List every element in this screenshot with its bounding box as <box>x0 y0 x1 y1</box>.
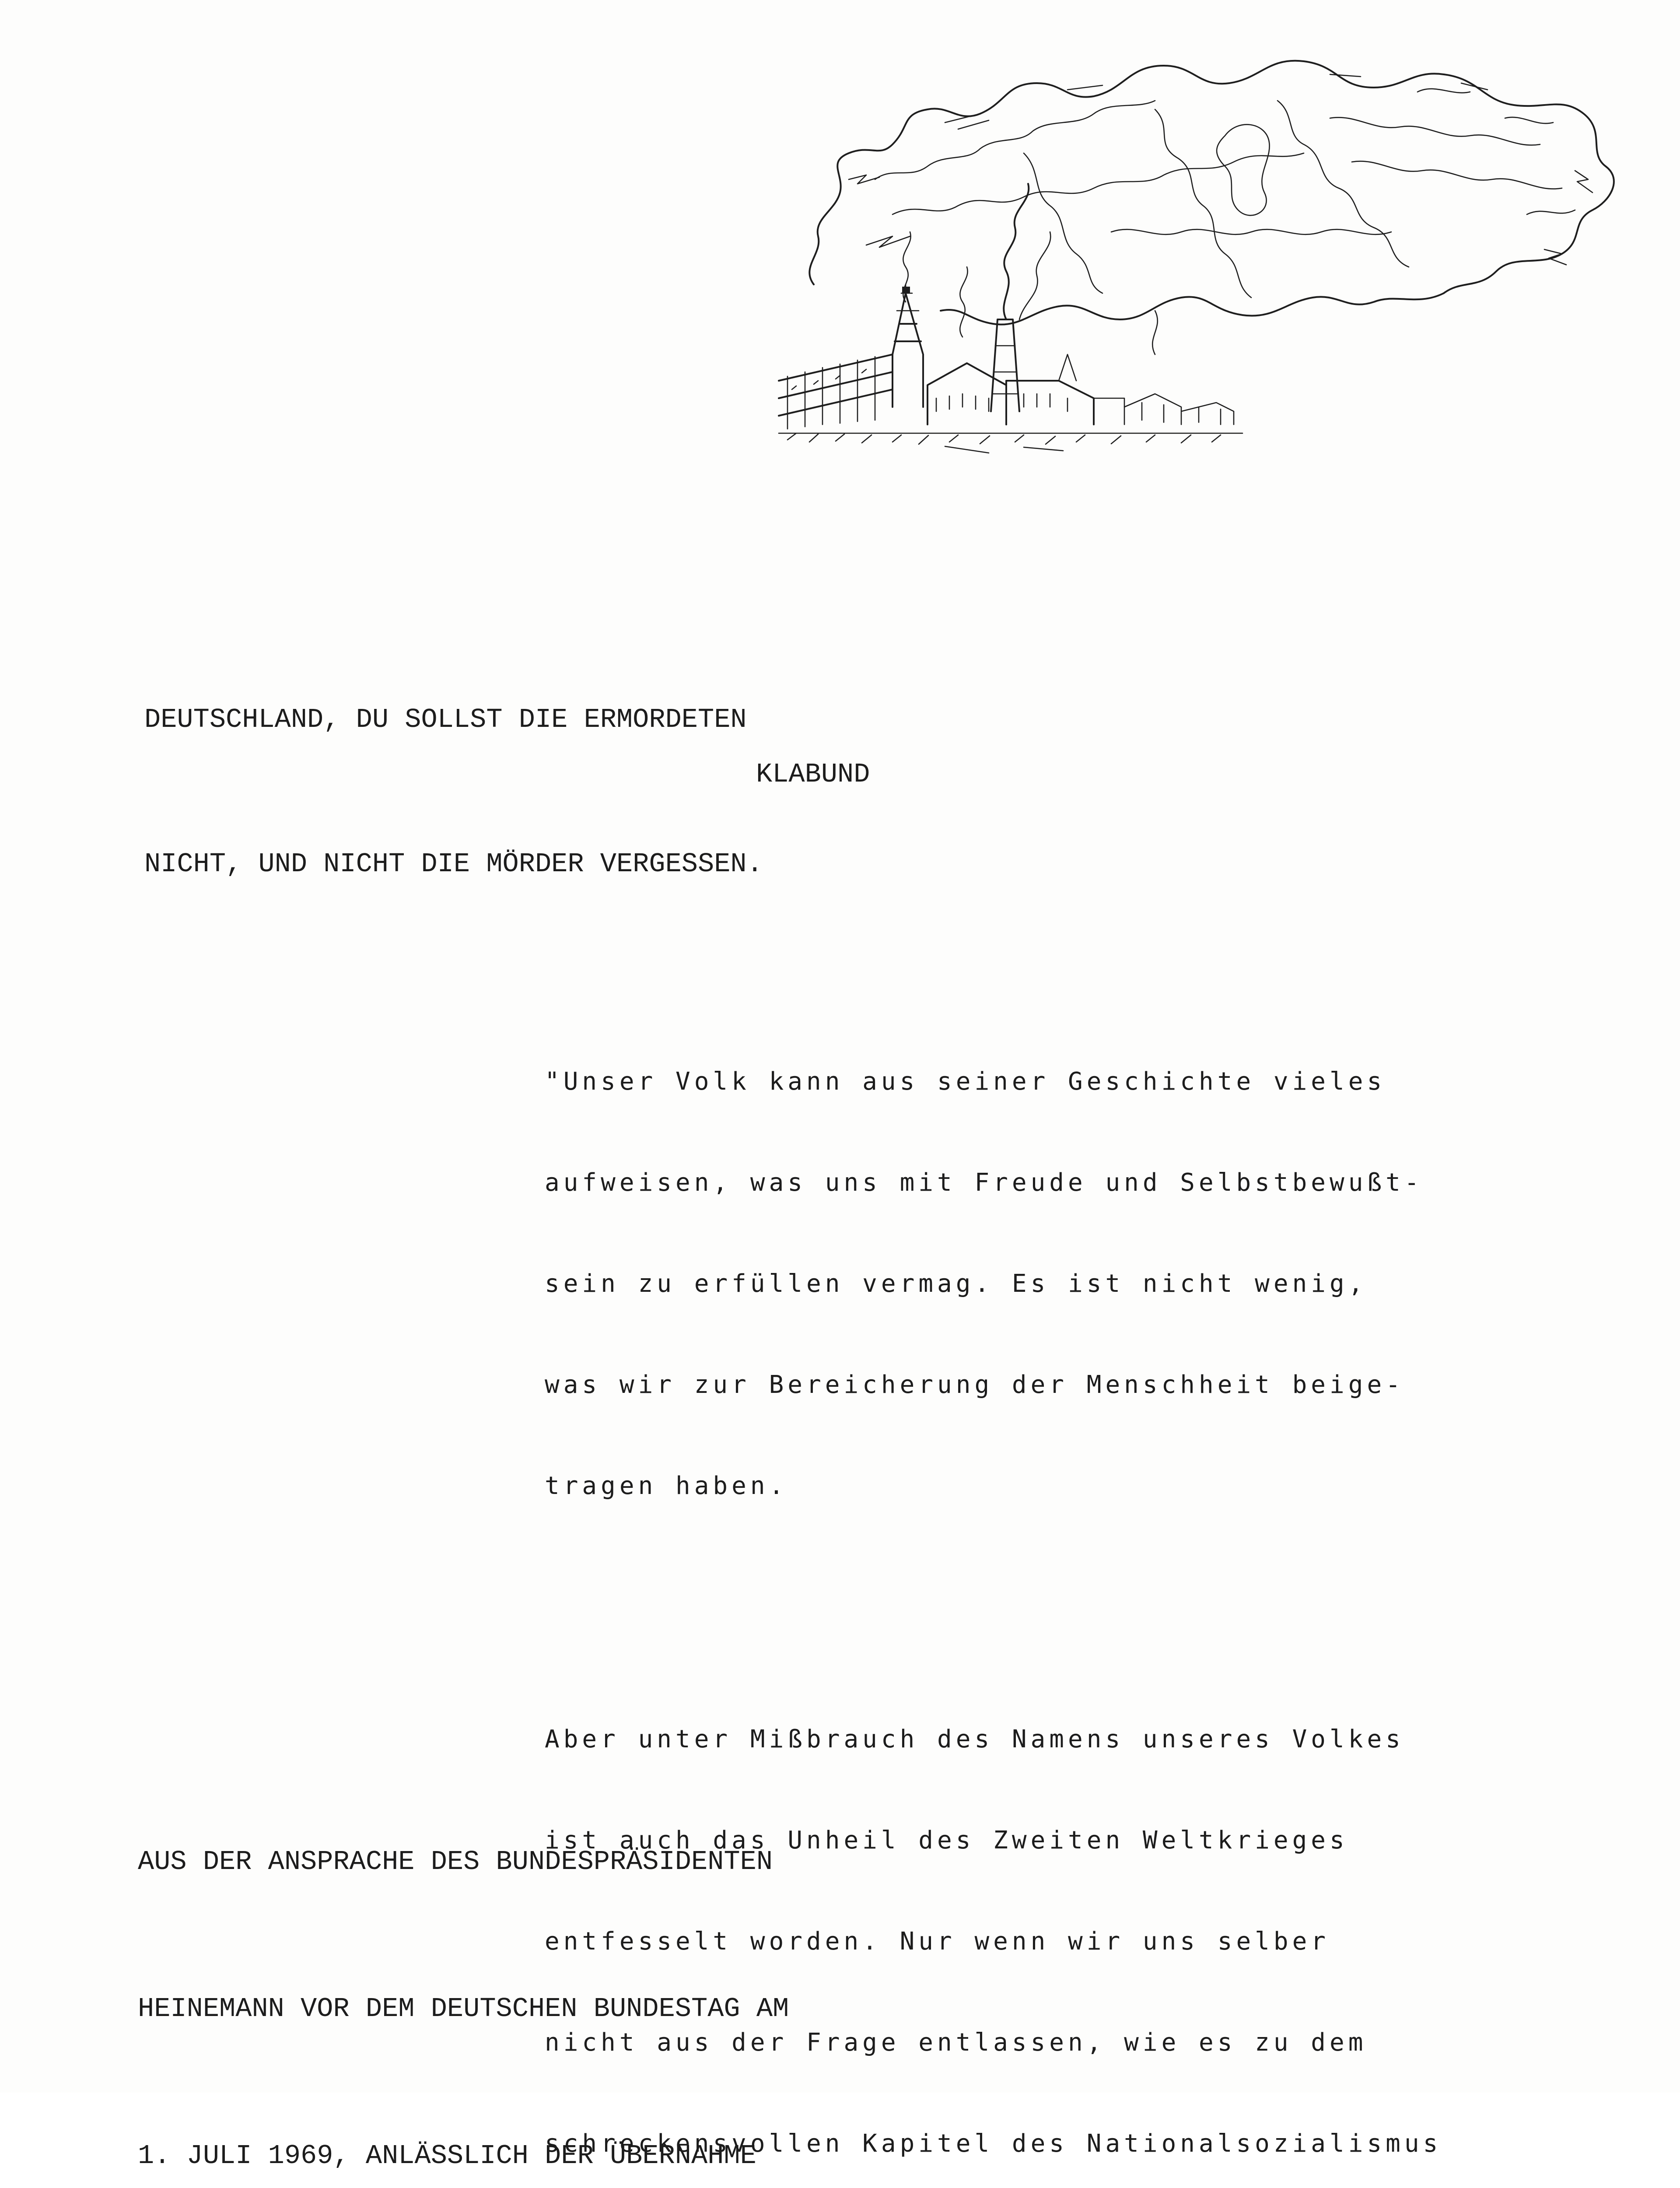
epigraph-line: DEUTSCHLAND, DU SOLLST DIE ERMORDETEN <box>144 704 747 735</box>
quote-line: was wir zur Bereicherung der Menschheit beige- <box>545 1371 1404 1399</box>
source-line: 1. JULI 1969, ANLÄSSLICH DER ÜBERNAHME <box>138 2140 756 2171</box>
factory-smoke-map-drawing-icon <box>761 48 1628 455</box>
speech-source-note <box>138 1739 789 2188</box>
quote-line: aufweisen, was uns mit Freude und Selbstbewußt- <box>545 1168 1423 1197</box>
quote-line: ist auch das Unheil des Zweiten Weltkrieges <box>545 1826 1348 1855</box>
quote-paragraph <box>545 997 1529 1570</box>
epigraph <box>144 600 763 985</box>
epigraph-author: KLABUND <box>756 759 870 790</box>
quote-line: schreckensvollen Kapitel des Nationalsozialismus <box>545 2129 1442 2158</box>
source-line: AUS DER ANSPRACHE DES BUNDESPRÄSIDENTEN <box>138 1846 773 1877</box>
quote-line: Aber unter Mißbrauch des Namens unseres Volkes <box>545 1725 1404 1753</box>
quote-line: tragen haben. <box>545 1472 788 1500</box>
quote-line: sein zu erfüllen vermag. Es ist nicht wenig, <box>545 1269 1367 1298</box>
quote-line: "Unser Volk kann aus seiner Geschichte vieles <box>545 1067 1386 1096</box>
quote-line: nicht aus der Frage entlassen, wie es zu dem <box>545 2028 1367 2057</box>
epigraph-line: NICHT, UND NICHT DIE MÖRDER VERGESSEN. <box>144 849 763 880</box>
quote-line: entfesselt worden. Nur wenn wir uns selber <box>545 1927 1330 1956</box>
source-line: HEINEMANN VOR DEM DEUTSCHEN BUNDESTAG AM <box>138 1993 789 2024</box>
